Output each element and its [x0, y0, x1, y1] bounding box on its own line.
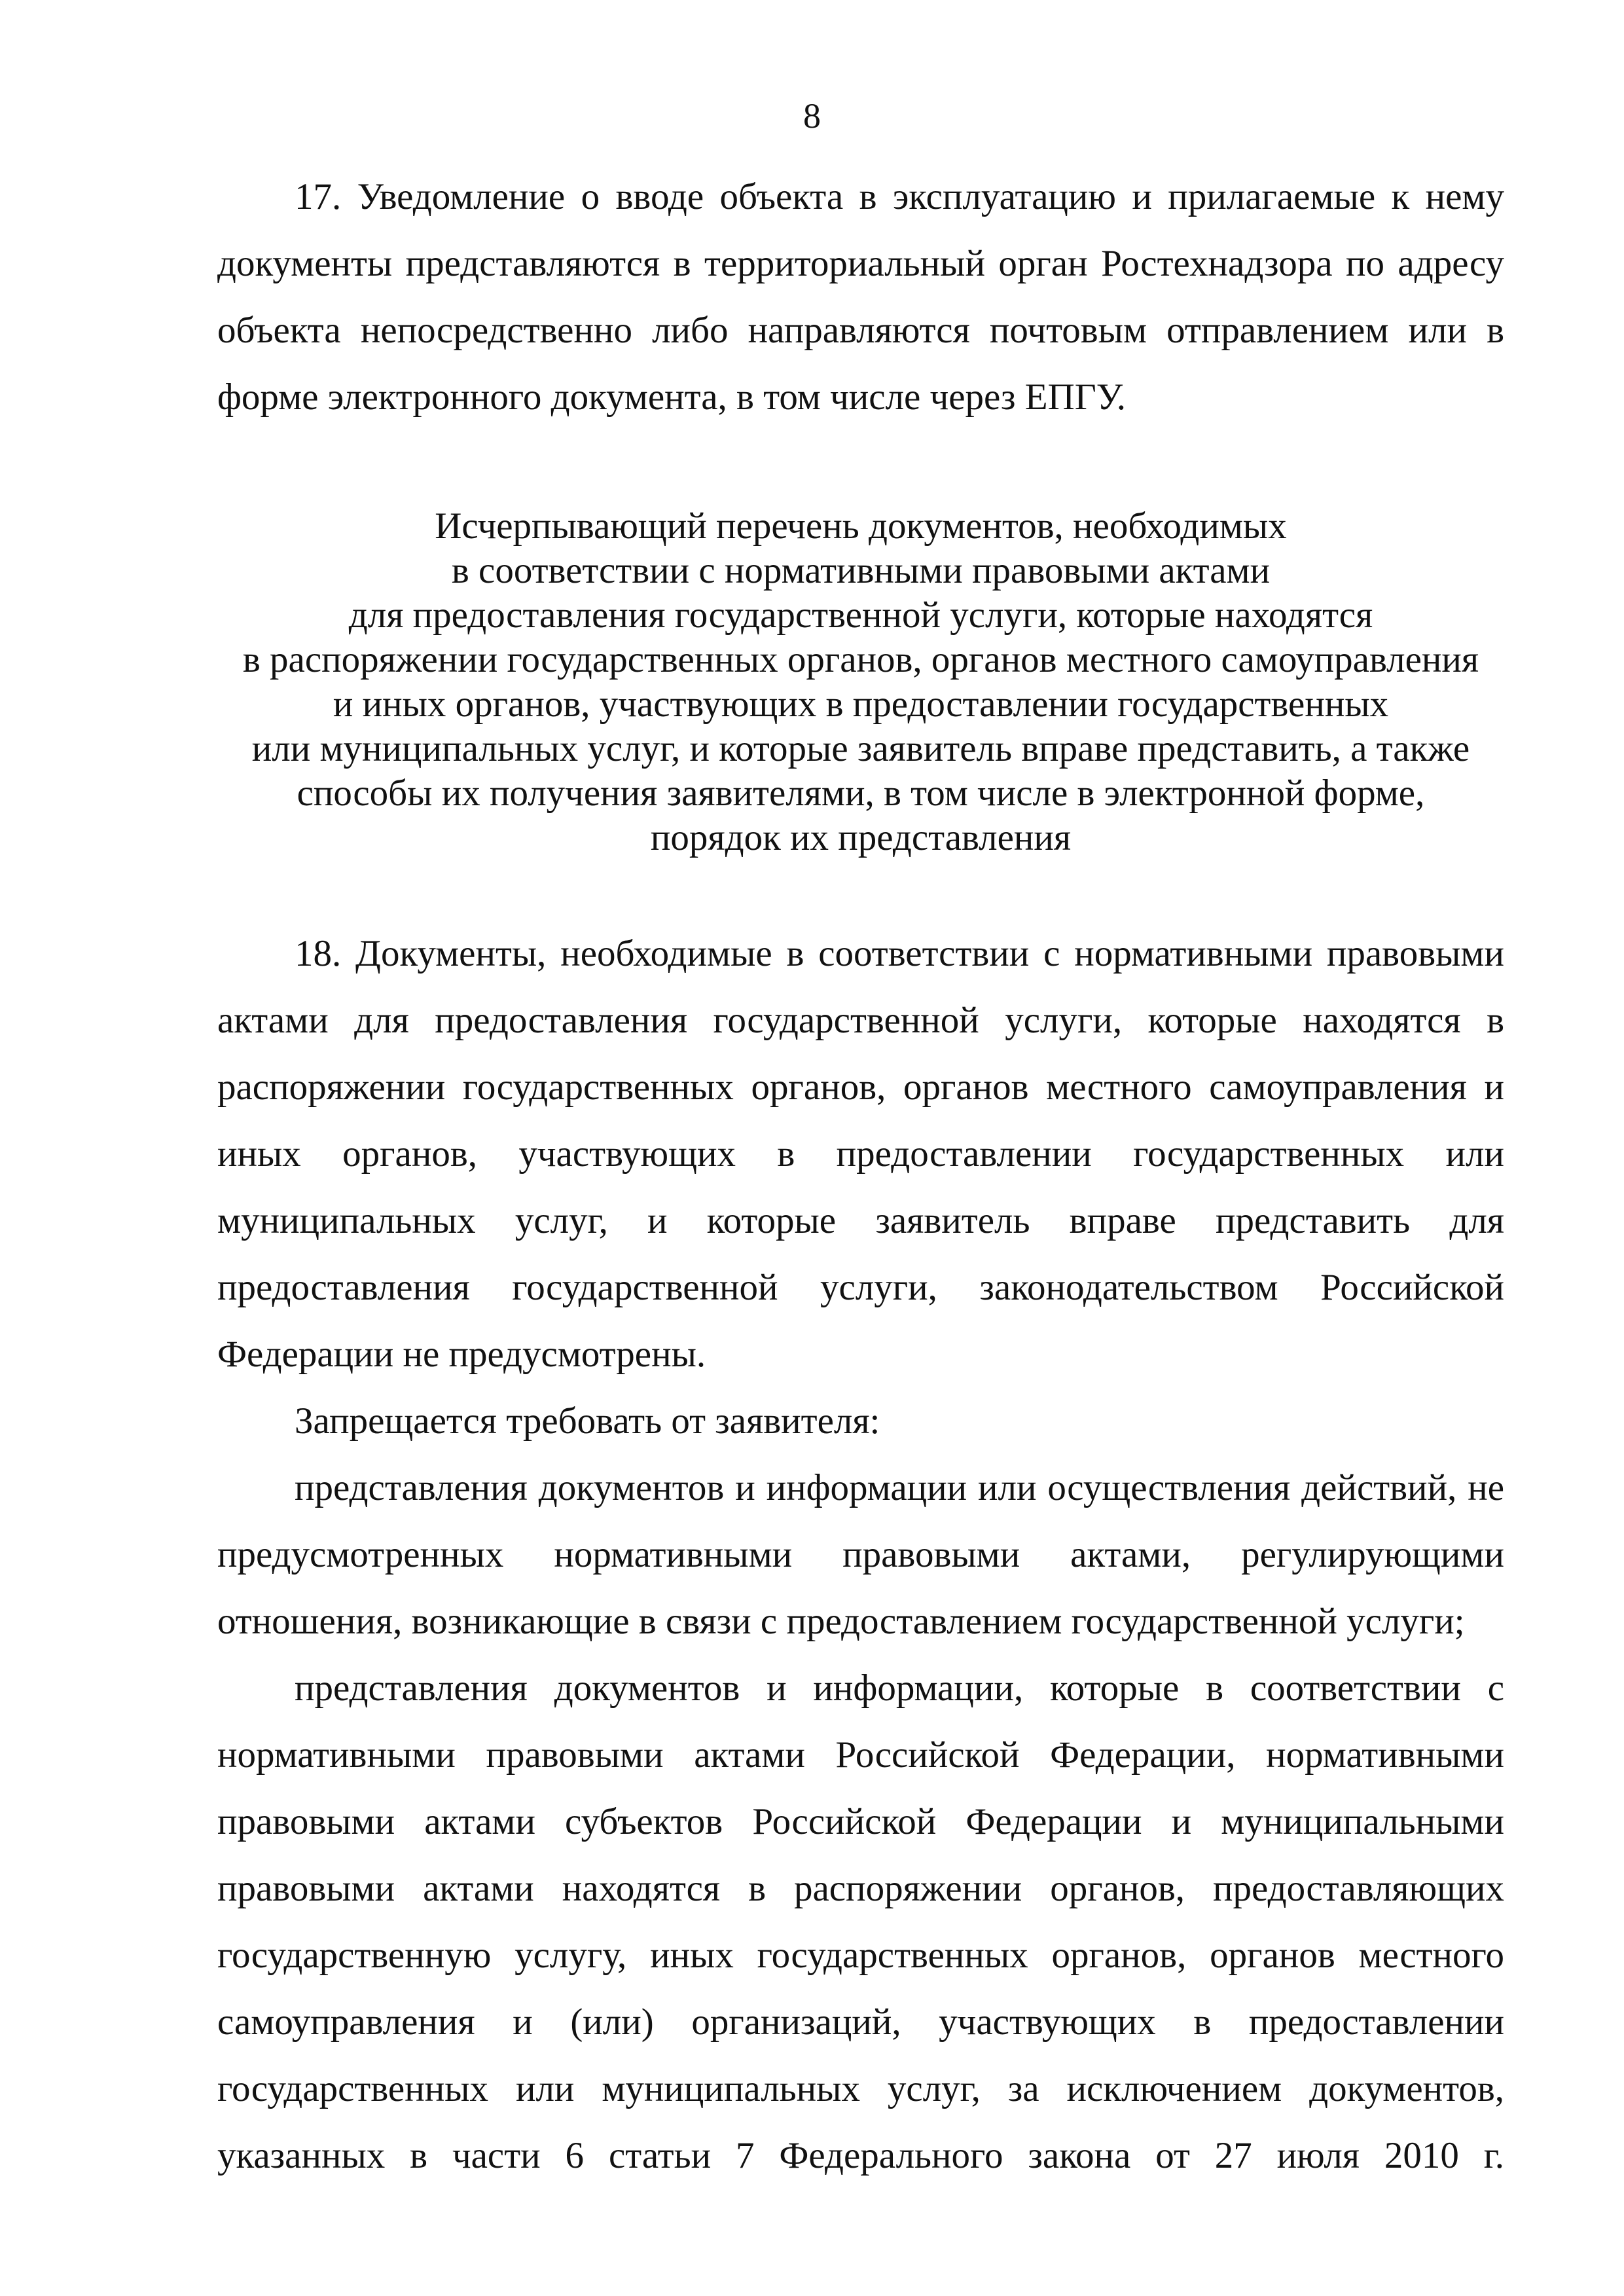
heading-line: или муниципальных услуг, и которые заявитель вправе представить, а также — [251, 728, 1470, 769]
page-number: 8 — [803, 96, 821, 136]
paragraph-17: 17. Уведомление о вводе объекта в эксплуатацию и прилагаемые к нему документы представляются в территориальный орган Ростехнадзора по адресу объекта непосредственно либо направляются почтовым отправлением или в форме электронного документа, в том числе через ЕПГУ. — [217, 176, 1504, 418]
heading-line: в соответствии с нормативными правовыми актами — [451, 550, 1271, 591]
prohibition-item-2: представления документов и информации, которые в соответствии с нормативными правовыми актами Российской Федерации, нормативными правовыми актами субъектов Российской Федерации и муниципальными правовыми актами находятся в распоряжении органов, предоставляющих государственную услугу, иных государственных органов, органов местного самоуправления и (или) организаций, участвующих в предоставлении государственных или муниципальных услуг, за исключением документов, указанных в части 6 статьи 7 Федерального закона от 27 июля 2010 г. — [217, 1667, 1504, 2176]
heading-line: для предоставления государственной услуги, которые находятся — [348, 594, 1373, 636]
section-heading — [217, 504, 1504, 860]
prohibition-intro: Запрещается требовать от заявителя: — [295, 1400, 880, 1442]
paragraph-18: 18. Документы, необходимые в соответствии с нормативными правовыми актами для предоставления государственной услуги, которые находятся в распоряжении государственных органов, органов местного самоуправления и иных органов, участвующих в предоставлении государственных или муниципальных услуг, и которые заявитель вправе представить для предоставления государственной услуги, законодательством Российской Федерации не предусмотрены. — [217, 933, 1504, 1375]
prohibition-item-1: представления документов и информации или осуществления действий, не предусмотренных нормативными правовыми актами, регулирующими отношения, возникающие в связи с предоставлением государственной услуги; — [217, 1467, 1504, 1642]
heading-line: способы их получения заявителями, в том числе в электронной форме, — [297, 773, 1425, 814]
heading-line: порядок их представления — [650, 817, 1072, 858]
heading-line: в распоряжении государственных органов, органов местного самоуправления — [242, 639, 1479, 680]
heading-line: и иных органов, участвующих в предоставлении государственных — [333, 683, 1389, 725]
heading-line: Исчерпывающий перечень документов, необходимых — [435, 505, 1287, 547]
